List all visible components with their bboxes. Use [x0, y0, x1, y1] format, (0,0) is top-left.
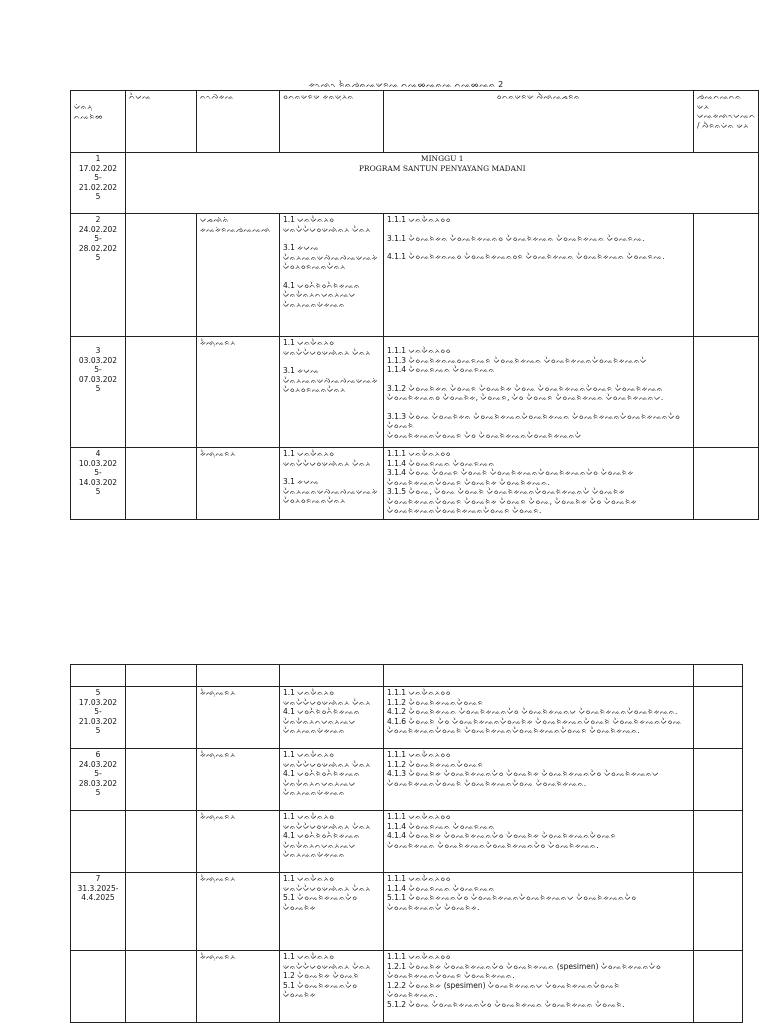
learning-standard-item: 1.1.4 ᨆᨛᨔᨕᨑᨕᨊ ᨆᨛᨔᨕᨑᨕᨊ	[387, 883, 495, 893]
learning-standard-item: 4.1.6 ᨆᨛᨔᨕᨑᨗ ᨆᨛᨔ ᨆᨛᨔᨕᨑᨗᨀᨕᨊᨆᨛᨔᨕᨑᨗᨀ ᨆᨛᨔᨕᨑᨗᨀᨕᨊᨆᨛᨔᨕᨑᨗ ᨆᨛᨔᨕᨑᨗᨀᨕᨊᨆᨛᨔᨕ	[387, 716, 682, 726]
learning-standard-item: ᨆᨛᨔᨕᨑᨗᨀᨕᨊᨆᨛᨔᨕᨑ ᨆᨛᨔ ᨆᨛᨔᨕᨑᨗᨀᨕᨊᨆᨛᨔᨕᨑᨗᨀᨕᨊᨆᨛ	[387, 430, 582, 440]
header-theme	[126, 665, 197, 687]
content-standard-cell	[280, 687, 384, 749]
learning-standard-item: ᨆᨛᨔᨕᨑᨗᨀᨕᨊ.	[387, 990, 438, 999]
notes-cell	[694, 687, 743, 749]
header-theme: ᨈᨛᨆᨕ	[126, 91, 197, 153]
learning-standard-item: 4.1.4 ᨆᨛᨔᨕᨑᨗᨀ ᨆᨛᨔᨕᨑᨗᨀᨕᨊᨆᨛᨔ ᨆᨛᨔᨕᨑᨗᨀ ᨆᨛᨔᨕᨑᨗᨀᨕᨊᨆᨛᨔᨕᨑ	[387, 831, 617, 840]
table-row	[71, 749, 743, 811]
lesson-plan-table-1	[70, 90, 759, 520]
learning-standard-cell	[384, 337, 694, 448]
notes-cell	[694, 214, 759, 337]
learning-standard-cell	[384, 687, 694, 749]
header-content-standard	[280, 665, 384, 687]
learning-standard-item: 1.1.4 ᨆᨛᨔᨕᨑᨕᨊ ᨆᨛᨔᨕᨑᨕᨊ	[387, 821, 495, 831]
learning-standard-item: 3.1.1 ᨆᨛᨔᨕᨑᨗᨀᨊ ᨆᨛᨔᨕᨑᨗᨀᨕᨊᨔ ᨆᨛᨔᨕᨑᨗᨀᨕᨊ ᨆᨛᨔᨕᨑᨗᨀᨕᨊ ᨆᨛᨔᨕᨑᨕ.	[387, 233, 645, 243]
content-standard-item: 1.1 ᨆᨊᨉᨛᨊᨂᨔ ᨉᨊᨆᨛᨆᨛᨆᨔᨉᨒᨗᨊᨂ ᨆᨛᨊᨂ	[283, 952, 371, 971]
table-header-row	[71, 665, 743, 687]
learning-standard-item: 1.1.4 ᨆᨛᨔᨕᨑᨕᨊ ᨆᨛᨔᨕᨑᨕᨊ	[387, 365, 495, 374]
header-learning-standard: ᨔᨈᨊᨉᨑᨉ ᨄᨛᨒᨕᨍᨑᨊ	[384, 91, 694, 153]
week-cell	[71, 951, 126, 1023]
learning-standard-cell	[384, 448, 694, 520]
content-standard-cell	[280, 951, 384, 1023]
learning-standard-cell	[384, 214, 694, 337]
learning-standard-item: 3.1.4 ᨆᨛᨔᨕ ᨆᨛᨔᨕᨑ ᨆᨛᨔᨕᨑᨗ ᨆᨛᨔᨕᨑᨗᨀᨕᨊᨆᨛᨔᨕᨑᨗᨀᨕᨊᨆᨛᨔ ᨆᨛᨔᨕᨑᨗᨀ	[387, 468, 634, 477]
learning-standard-item: 1.1.3 ᨆᨛᨔᨕᨑᨗᨀᨊᨕᨔᨕᨑᨕᨑ ᨆᨛᨔᨕᨑᨗᨀᨕᨊ ᨆᨛᨔᨕᨑᨗᨀᨕᨊᨆᨛᨔᨕᨑᨗᨀᨕᨊᨆᨛ	[387, 355, 647, 365]
content-standard-item: 1.1 ᨆᨊᨉᨛᨊᨂᨔ ᨉᨊᨆᨛᨆᨛᨆᨔᨉᨒᨗᨊᨂ ᨆᨛᨊᨂ	[283, 812, 371, 831]
learning-standard-item: ᨆᨛᨔᨕᨑᨗᨀᨕᨊᨆᨛᨔᨕᨑ ᨆᨛᨔᨕᨑᨗᨀᨕᨊ.	[387, 971, 515, 980]
header-notes: ᨌᨕᨈᨕᨈᨊ ᨉᨂ ᨆᨕᨀᨒᨚᨆᨕᨈ / ᨄᨛᨑᨊᨆᨗᨊ ᨉᨂ	[694, 91, 759, 153]
topic-cell: ᨀᨛᨒᨘᨕᨑᨂ	[197, 873, 280, 951]
learning-standard-item: 1.1.1 ᨆᨊᨉᨛᨊᨂᨔᨔ	[387, 874, 451, 883]
content-standard-item: 1.2 ᨆᨛᨔᨕᨑᨗᨀ ᨆᨛᨔᨕᨑᨗ	[283, 971, 360, 980]
content-standard-item: 1.1 ᨆᨊᨉᨛᨊᨂᨔ ᨉᨊᨆᨛᨆᨛᨆᨔᨉᨒᨗᨊᨂ ᨆᨛᨊᨂ	[283, 750, 371, 769]
header-notes	[694, 665, 743, 687]
header-week	[71, 665, 126, 687]
table-header-row	[71, 91, 759, 153]
theme-cell	[126, 337, 197, 448]
topic-cell: ᨀᨛᨒᨘᨕᨑᨂ	[197, 448, 280, 520]
week-cell: 5 17.03.202 5- 21.03.202 5	[71, 687, 126, 749]
notes-cell	[694, 951, 743, 1023]
learning-standard-item: ᨆᨛᨔᨕᨑᨗᨀᨕᨊᨆᨛᨔᨕᨑ ᨆᨛᨔᨕᨑᨗᨀ ᨆᨛᨔᨕᨑᨗᨀᨕᨊ.	[387, 477, 550, 487]
learning-standard-item: 1.1.2 ᨆᨛᨔᨕᨑᨗᨀᨕᨊᨆᨛᨔᨕᨑ	[387, 759, 484, 769]
table-row	[71, 214, 759, 337]
notes-cell	[694, 448, 759, 520]
table-row	[71, 687, 743, 749]
learning-standard-item: 1.2.2 ᨆᨛᨔᨕᨑᨗᨀ (spesimen) ᨆᨛᨔᨕᨑᨗᨀᨕᨊᨆ ᨆᨛᨔᨕᨑᨗᨀᨕᨊᨆᨛᨔᨕᨑᨗ	[387, 980, 620, 990]
content-standard-item: 5.1 ᨆᨛᨔᨕᨑᨗᨀᨕᨊᨆᨛᨔ ᨆᨛᨔᨕᨑᨗᨀ	[283, 893, 358, 912]
theme-cell	[126, 951, 197, 1023]
theme-cell	[126, 214, 197, 337]
learning-standard-item: 1.1.1 ᨆᨊᨉᨛᨊᨂᨔᨔ	[387, 346, 451, 355]
banner-cell	[126, 153, 759, 214]
learning-standard-item: 1.1.1 ᨆᨊᨉᨛᨊᨂᨔᨔ	[387, 688, 451, 697]
header-topic	[197, 665, 280, 687]
content-standard-item: 5.1 ᨆᨛᨔᨕᨑᨗᨀᨕᨊᨆᨛᨔ ᨆᨛᨔᨕᨑᨗᨀ	[283, 980, 358, 999]
learning-standard-item: 1.1.1 ᨆᨊᨉᨛᨊᨂᨔᨔ	[387, 812, 451, 821]
notes-cell	[694, 811, 743, 873]
header-learning-standard	[384, 665, 694, 687]
learning-standard-item: 4.1.3 ᨆᨛᨔᨕᨑᨗᨀ ᨆᨛᨔᨕᨑᨗᨀᨕᨊᨆᨛᨔ ᨆᨛᨔᨕᨑᨗᨀ ᨆᨛᨔᨕᨑᨗᨀᨕᨊᨆᨛᨔ ᨆᨛᨔᨕᨑᨗᨀᨕᨊᨆ	[387, 769, 659, 778]
learning-standard-item: 5.1.1 ᨆᨛᨔᨕᨑᨗᨀᨕᨊᨆᨛᨔ ᨆᨛᨔᨕᨑᨗᨀᨕᨊᨆᨛᨔᨕᨑᨗᨀᨕᨊᨆ ᨆᨛᨔᨕᨑᨗᨀᨕᨊᨆᨛᨔ	[387, 893, 637, 902]
week-cell: 3 03.03.202 5- 07.03.202 5	[71, 337, 126, 448]
topic-cell: ᨀᨛᨒᨘᨕᨑᨂ	[197, 749, 280, 811]
learning-standard-item: 4.1.1 ᨆᨛᨔᨕᨑᨗᨀᨊᨕᨔ ᨆᨛᨔᨕᨑᨗᨀᨕᨊᨔᨑ ᨆᨛᨔᨕᨑᨗᨀᨕᨊ ᨆᨛᨔᨕᨑᨗᨀᨕᨊ ᨆᨛᨔᨕᨑᨕ.	[387, 252, 665, 261]
document-title: ᨀᨚᨒᨚ ᨑᨛᨊᨌᨊᨕᨉᨑᨕ ᨈᨕᨖᨕᨊᨕ ᨈᨕᨖᨕᨊ 2	[308, 80, 504, 89]
table-row	[71, 951, 743, 1023]
learning-standard-item: 5.1.2 ᨆᨛᨔᨕ ᨆᨛᨔᨕᨑᨗᨀᨕᨊᨆᨛᨔ ᨆᨛᨔᨕᨑᨗᨀᨕᨊ ᨆᨛᨔᨕᨑᨗᨀᨕᨊ ᨆᨛᨔᨕᨑᨗ.	[387, 999, 625, 1009]
learning-standard-item: ᨆᨛᨔᨕᨑᨗᨀᨕᨊᨔ ᨆᨛᨔᨕᨑᨗᨀ, ᨆᨛᨔᨕᨑ, ᨆᨛᨔ ᨆᨛᨔᨕᨑ ᨆᨛᨔᨕᨑᨗᨀᨕᨊ ᨆᨛᨔᨕᨑᨗᨀᨕᨊᨆ.	[387, 393, 664, 402]
learning-standard-item: 1.1.1 ᨆᨊᨉᨛᨊᨂᨔᨔ	[387, 952, 451, 961]
theme-cell	[126, 448, 197, 520]
learning-standard-cell	[384, 873, 694, 951]
content-standard-item: 4.1 ᨆᨔᨈᨛᨑᨗᨔᨈᨛᨑᨗᨀᨕᨊ ᨆᨛᨊᨉᨛᨊᨂᨈᨆᨊᨂᨕᨆ ᨆᨛᨊᨂᨕᨊᨉᨗᨀᨕᨊ	[283, 769, 361, 797]
content-standard-cell	[280, 749, 384, 811]
theme-cell	[126, 749, 197, 811]
learning-standard-cell	[384, 811, 694, 873]
learning-standard-cell	[384, 951, 694, 1023]
table-row	[71, 153, 759, 214]
header-week: ᨆᨗᨊᨂᨘ ᨈᨕᨑᨗᨖ	[71, 91, 126, 153]
content-standard-item: 1.1 ᨆᨊᨉᨛᨊᨂᨔ ᨉᨊᨆᨛᨆᨛᨆᨔᨉᨒᨗᨊᨂ ᨆᨛᨊᨂ	[283, 688, 371, 707]
learning-standard-item: 1.2.1 ᨆᨛᨔᨕᨑᨗᨀ ᨆᨛᨔᨕᨑᨗᨀᨕᨊᨆᨛᨔ ᨆᨛᨔᨕᨑᨗᨀᨕᨊ (spesimen) ᨆᨛᨔᨕᨑᨗᨀᨕᨊᨆᨛᨔ	[387, 961, 662, 971]
topic-cell: ᨀᨛᨒᨘᨕᨑᨂ	[197, 951, 280, 1023]
content-standard-item: 1.1 ᨆᨊᨉᨛᨊᨂᨔ ᨉᨊᨆᨛᨆᨛᨆᨔᨉᨒᨗᨊᨂ ᨆᨛᨊᨂ	[283, 338, 371, 357]
theme-cell	[126, 811, 197, 873]
learning-standard-item: ᨆᨛᨔᨕᨑᨗᨀᨕᨊᨆᨛᨔᨕᨑᨗ ᨆᨛᨔᨕᨑᨗᨀᨕᨊᨆᨛᨔᨕ ᨆᨛᨔᨕᨑᨗᨀᨕᨊ.	[387, 778, 587, 788]
learning-standard-item: ᨆᨛᨔᨕᨑᨗᨀᨕᨊᨆᨛᨔᨕᨑᨗᨀᨕᨊᨆᨛᨔᨕᨑ ᨆᨛᨔᨕᨑ.	[387, 506, 542, 515]
table-row	[71, 337, 759, 448]
content-standard-cell	[280, 448, 384, 520]
week-cell: 4 10.03.202 5- 14.03.202 5	[71, 448, 126, 520]
learning-standard-item: 4.1.2 ᨆᨛᨔᨕᨑᨗᨀᨕᨊ ᨆᨛᨔᨕᨑᨗᨀᨕᨊᨆᨛᨔ ᨆᨛᨔᨕᨑᨗᨀᨕᨊᨆ ᨆᨛᨔᨕᨑᨗᨀᨕᨊᨆᨛᨔᨕᨑᨗᨀᨕᨊ.	[387, 707, 678, 716]
week-cell: 1 17.02.202 5- 21.02.202 5	[71, 153, 126, 214]
content-standard-item: 4.1 ᨆᨔᨈᨛᨑᨗᨔᨈᨛᨑᨗᨀᨕᨊ ᨆᨛᨊᨉᨛᨊᨂᨈᨆᨊᨂᨕᨆ ᨆᨛᨊᨂᨕᨊᨉᨗᨀᨕᨊ	[283, 831, 361, 859]
week-cell: 2 24.02.202 5- 28.02.202 5	[71, 214, 126, 337]
learning-standard-item: 3.1.2 ᨆᨛᨔᨕᨑᨗᨀᨊ ᨆᨛᨔᨕᨑ ᨆᨛᨔᨕᨑᨗᨀ ᨆᨛᨔᨕ ᨆᨛᨔᨕᨑᨗᨀᨕᨊᨆᨛᨔᨕᨑ ᨆᨛᨔᨕᨑᨗᨀᨕᨊ	[387, 383, 664, 393]
banner-program-label: PROGRAM SANTUN PENYAYANG MADANI	[358, 163, 526, 173]
learning-standard-item: 1.1.1 ᨆᨊᨉᨛᨊᨂᨔᨔ	[387, 750, 451, 759]
banner-week-label: MINGGU 1	[420, 154, 464, 163]
lesson-plan-table-2	[70, 664, 743, 1023]
theme-cell	[126, 687, 197, 749]
notes-cell	[694, 873, 743, 951]
content-standard-cell	[280, 873, 384, 951]
topic-cell: ᨀᨛᨒᨘᨕᨑᨂ	[197, 337, 280, 448]
learning-standard-item: 1.1.2 ᨆᨛᨔᨕᨑᨗᨀᨕᨊᨆᨛᨔᨕᨑ	[387, 697, 484, 707]
learning-standard-cell	[384, 749, 694, 811]
learning-standard-item: ᨆᨛᨔᨕᨑᨗᨀᨕᨊᨆᨛᨔᨕᨑ ᨆᨛᨔᨕᨑᨗᨀ ᨆᨛᨔᨕᨑ ᨆᨛᨔᨕ, ᨆᨛᨔᨕᨑᨗᨀ ᨆᨛᨔ ᨆᨛᨔᨕᨑᨗᨀ	[387, 496, 637, 506]
topic-cell: ᨆᨍᨒᨗᨊᨗ ᨀᨕᨀᨗᨑᨕᨌᨕᨕᨒ	[197, 214, 280, 337]
content-standard-item: 3.1 ᨀᨆᨕ ᨆᨛᨊᨂᨕᨊᨉᨄᨗᨕᨄᨕᨉᨕᨀᨗ ᨆᨛᨔᨂᨔᨑᨕᨊᨆᨛᨊᨂ	[283, 366, 378, 394]
content-standard-cell	[280, 337, 384, 448]
learning-standard-item: 1.1.1 ᨆᨊᨉᨛᨊᨂᨔᨔ	[387, 215, 451, 224]
content-standard-item: 3.1 ᨀᨆᨕ ᨆᨛᨊᨂᨕᨊᨉᨄᨗᨕᨄᨕᨉᨕᨀᨗ ᨆᨛᨔᨂᨔᨑᨕᨊᨆᨛᨊᨂ	[283, 243, 378, 271]
notes-cell	[694, 337, 759, 448]
content-standard-item: 1.1 ᨆᨊᨉᨛᨊᨂᨔ ᨉᨊᨆᨛᨆᨛᨆᨔᨉᨒᨗᨊᨂ ᨆᨛᨊᨂ	[283, 449, 371, 468]
content-standard-item: 4.1 ᨆᨔᨈᨛᨑᨗᨔᨈᨛᨑᨗᨀᨕᨊ ᨆᨛᨊᨉᨛᨊᨂᨈᨆᨊᨂᨕᨆ ᨆᨛᨊᨂᨕᨊᨉᨗᨀᨕᨊ	[283, 707, 361, 735]
week-cell: 6 24.03.202 5- 28.03.202 5	[71, 749, 126, 811]
week-cell	[71, 811, 126, 873]
content-standard-item: 1.1 ᨆᨊᨉᨛᨊᨂᨔ ᨉᨊᨆᨛᨆᨛᨆᨔᨉᨒᨗᨊᨂ ᨆᨛᨊᨂ	[283, 874, 371, 893]
learning-standard-item: ᨆᨛᨔᨕᨑᨗᨀᨕᨊᨆᨛᨔᨕᨑᨗ ᨆᨛᨔᨕᨑᨗᨀᨕᨊᨆᨛᨔᨕᨑᨗᨀᨕᨊᨆᨛᨔᨕᨑ ᨆᨛᨔᨕᨑᨗᨀᨕᨊ.	[387, 726, 640, 735]
table-row	[71, 811, 743, 873]
table-row	[71, 873, 743, 951]
learning-standard-item: 1.1.1 ᨆᨊᨉᨛᨊᨂᨔᨔ	[387, 449, 451, 458]
content-standard-item: 4.1 ᨆᨔᨈᨛᨑᨗᨔᨈᨛᨑᨗᨀᨕᨊ ᨆᨛᨊᨉᨛᨊᨂᨈᨆᨊᨂᨕᨆ ᨆᨛᨊᨂᨕᨊᨉᨗᨀᨕᨊ	[283, 280, 361, 309]
content-standard-cell	[280, 811, 384, 873]
week-cell: 7 31.3.2025- 4.4.2025	[71, 873, 126, 951]
table-row	[71, 448, 759, 520]
content-standard-item: 1.1 ᨆᨊᨉᨛᨊᨂᨔ ᨉᨊᨆᨛᨆᨛᨆᨔᨉᨒᨗᨊᨂ ᨆᨛᨊᨂ	[283, 215, 371, 234]
header-topic: ᨈᨚᨄᨗᨀᨕ	[197, 91, 280, 153]
learning-standard-item: ᨆᨛᨔᨕᨑᨗᨀᨕᨊ ᨆᨛᨔᨕᨑᨗᨀᨕᨊᨆᨛᨔᨕᨑᨗᨀᨕᨊᨆᨛᨔ ᨆᨛᨔᨕᨑᨗᨀᨕᨊ.	[387, 840, 599, 850]
learning-standard-item: 1.1.4 ᨆᨛᨔᨕᨑᨕᨊ ᨆᨛᨔᨕᨑᨕᨊ	[387, 458, 495, 468]
notes-cell	[694, 749, 743, 811]
header-content-standard: ᨔᨈᨊᨉᨑᨉ ᨀᨊᨉᨘᨂᨊ	[280, 91, 384, 153]
topic-cell: ᨀᨛᨒᨘᨕᨑᨂ	[197, 687, 280, 749]
topic-cell: ᨀᨛᨒᨘᨕᨑᨂ	[197, 811, 280, 873]
learning-standard-item: 3.1.5 ᨆᨛᨔᨕ, ᨆᨛᨔᨕ ᨆᨛᨔᨕᨑᨗ ᨆᨛᨔᨕᨑᨗᨀᨕᨊᨆᨛᨔᨕᨑᨗᨀᨕᨊᨆᨛ ᨆᨛᨔᨕᨑᨗᨀ	[387, 487, 626, 496]
content-standard-cell	[280, 214, 384, 337]
content-standard-item: 3.1 ᨀᨆᨕ ᨆᨛᨊᨂᨕᨊᨉᨄᨗᨕᨄᨕᨉᨕᨀᨗ ᨆᨛᨔᨂᨔᨑᨕᨊᨆᨛᨊᨂ	[283, 477, 378, 505]
theme-cell	[126, 873, 197, 951]
learning-standard-item: 3.1.3 ᨆᨛᨔᨕ ᨆᨛᨔᨕᨑᨗᨀᨊ ᨆᨛᨔᨕᨑᨗᨀᨕᨊᨆᨛᨔᨕᨑᨗᨀᨕᨊ ᨆᨛᨔᨕᨑᨗᨀᨕᨊᨆᨛᨔᨕᨑᨗᨀᨕᨊᨆᨛᨔ ᨆᨛᨔᨕᨑᨗ	[387, 411, 681, 430]
learning-standard-item: ᨆᨛᨔᨕᨑᨗᨀᨕᨊᨆᨛ ᨆᨛᨔᨕᨑᨗᨀ.	[387, 902, 480, 912]
